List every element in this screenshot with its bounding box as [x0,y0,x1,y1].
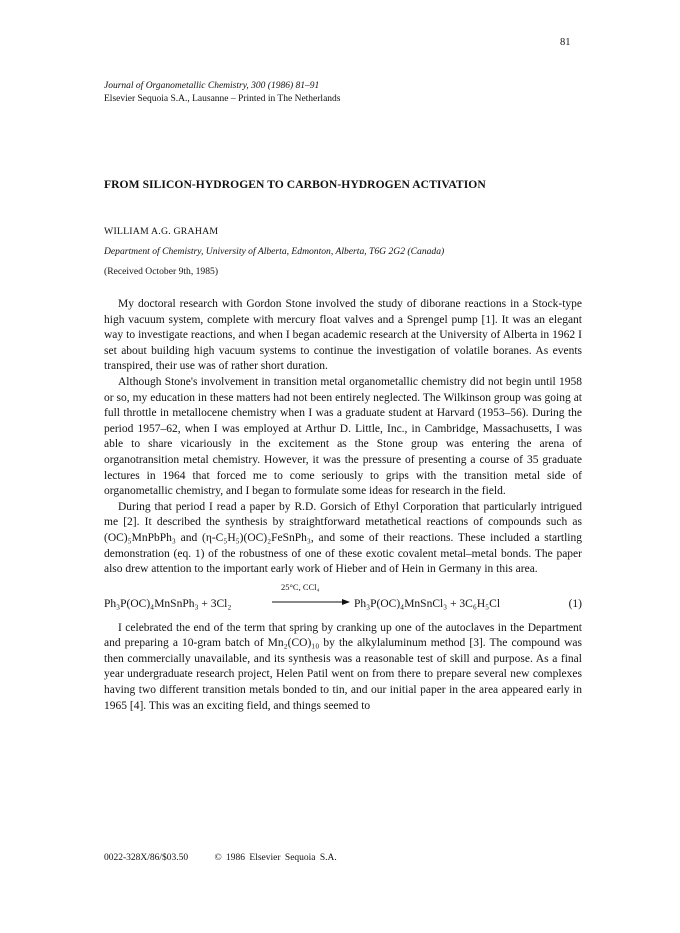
footer [104,853,337,863]
paragraph: During that period I read a paper by R.D. Gorsich of Ethyl Corporation that particularly intrigued me [2]. It described the synthesis by straightforward metathetical reactions of compounds such as (OC)₅MnPbPh₃ and (η-C₅H₅)(OC)₂FeSnPh₃, and some of their reactions. These included a startling demonstration (eq. 1) of the robustness of one of these exotic covalent metal–metal bonds. The paper also drew attention to the important early work of Hieber and of Hein in Germany in this area. [104,500,582,576]
equation-number: (1) [568,597,582,610]
journal-citation [104,80,340,106]
issn-price: 0022-328X/86/$03.50 [104,853,189,863]
equation-reactants: Ph₃P(OC)₄MnSnPh₃ + 3Cl₂ [104,597,232,610]
author-name: WILLIAM A.G. GRAHAM [104,226,219,237]
reaction-arrow-icon [272,595,350,609]
paragraph: My doctoral research with Gordon Stone involved the study of diborane reactions in a Stock-type high vacuum system, complete with mercury float valves and a Sprengel pump [1]. It was an elegant way to investigate reactions, and when I began academic research at the University of Alberta in 1962 I set about building high vacuum systems to continue the investigation of volatile boranes. As events transpired, their use was of rather short duration. [104,298,582,373]
received-date: (Received October 9th, 1985) [104,266,219,277]
article-body [104,297,582,714]
author-affiliation: Department of Chemistry, University of Alberta, Edmonton, Alberta, T6G 2G2 (Canada) [104,246,445,257]
journal-line-1: Journal of Organometallic Chemistry, 300 (1986) 81–91 [104,81,320,91]
equation-conditions: 25°C, CCl₄ [281,581,320,592]
equation-1 [104,580,582,613]
copyright-notice: © 1986 Elsevier Sequoia S.A. [214,853,337,863]
journal-line-2: Elsevier Sequoia S.A., Lausanne – Printed in The Netherlands [104,94,341,104]
page-number: 81 [560,37,571,48]
article-title: FROM SILICON-HYDROGEN TO CARBON-HYDROGEN ACTIVATION [104,178,486,191]
paragraph: I celebrated the end of the term that spring by cranking up one of the autoclaves in the Department and preparing a 10-gram batch of Mn₂(CO)₁₀ by the alkylaluminum method [3]. The compound was then commercially unavailable, and its synthesis was a reasonable test of skill and purpose. As a final year undergraduate research project, Helen Patil went on from there to prepare several new complexes having two different transition metals bonded to tin, and our initial paper in the area appeared early in 1965 [4]. This was an exciting field, and things seemed to [104,621,582,712]
equation-products: Ph₃P(OC)₄MnSnCl₃ + 3C₆H₅Cl [354,597,501,610]
paragraph: Although Stone's involvement in transition metal organometallic chemistry did not begin until 1958 or so, my education in these matters had not been entirely neglected. The Wilkinson group was going at full throttle in metallocene chemistry when I was a graduate student at Harvard (1953–56). During the period 1957–62, when I was employed at Arthur D. Little, Inc., in Cambridge, Massachusetts, I was able to share vicariously in the excitement as the Stone group was entering the arena of organotransition metal chemistry. However, it was the pressure of presenting a course of 35 graduate lectures in 1964 that forced me to come seriously to grips with the transition metal side of organometallic chemistry, and I began to formulate some ideas for research in the field. [104,375,582,498]
